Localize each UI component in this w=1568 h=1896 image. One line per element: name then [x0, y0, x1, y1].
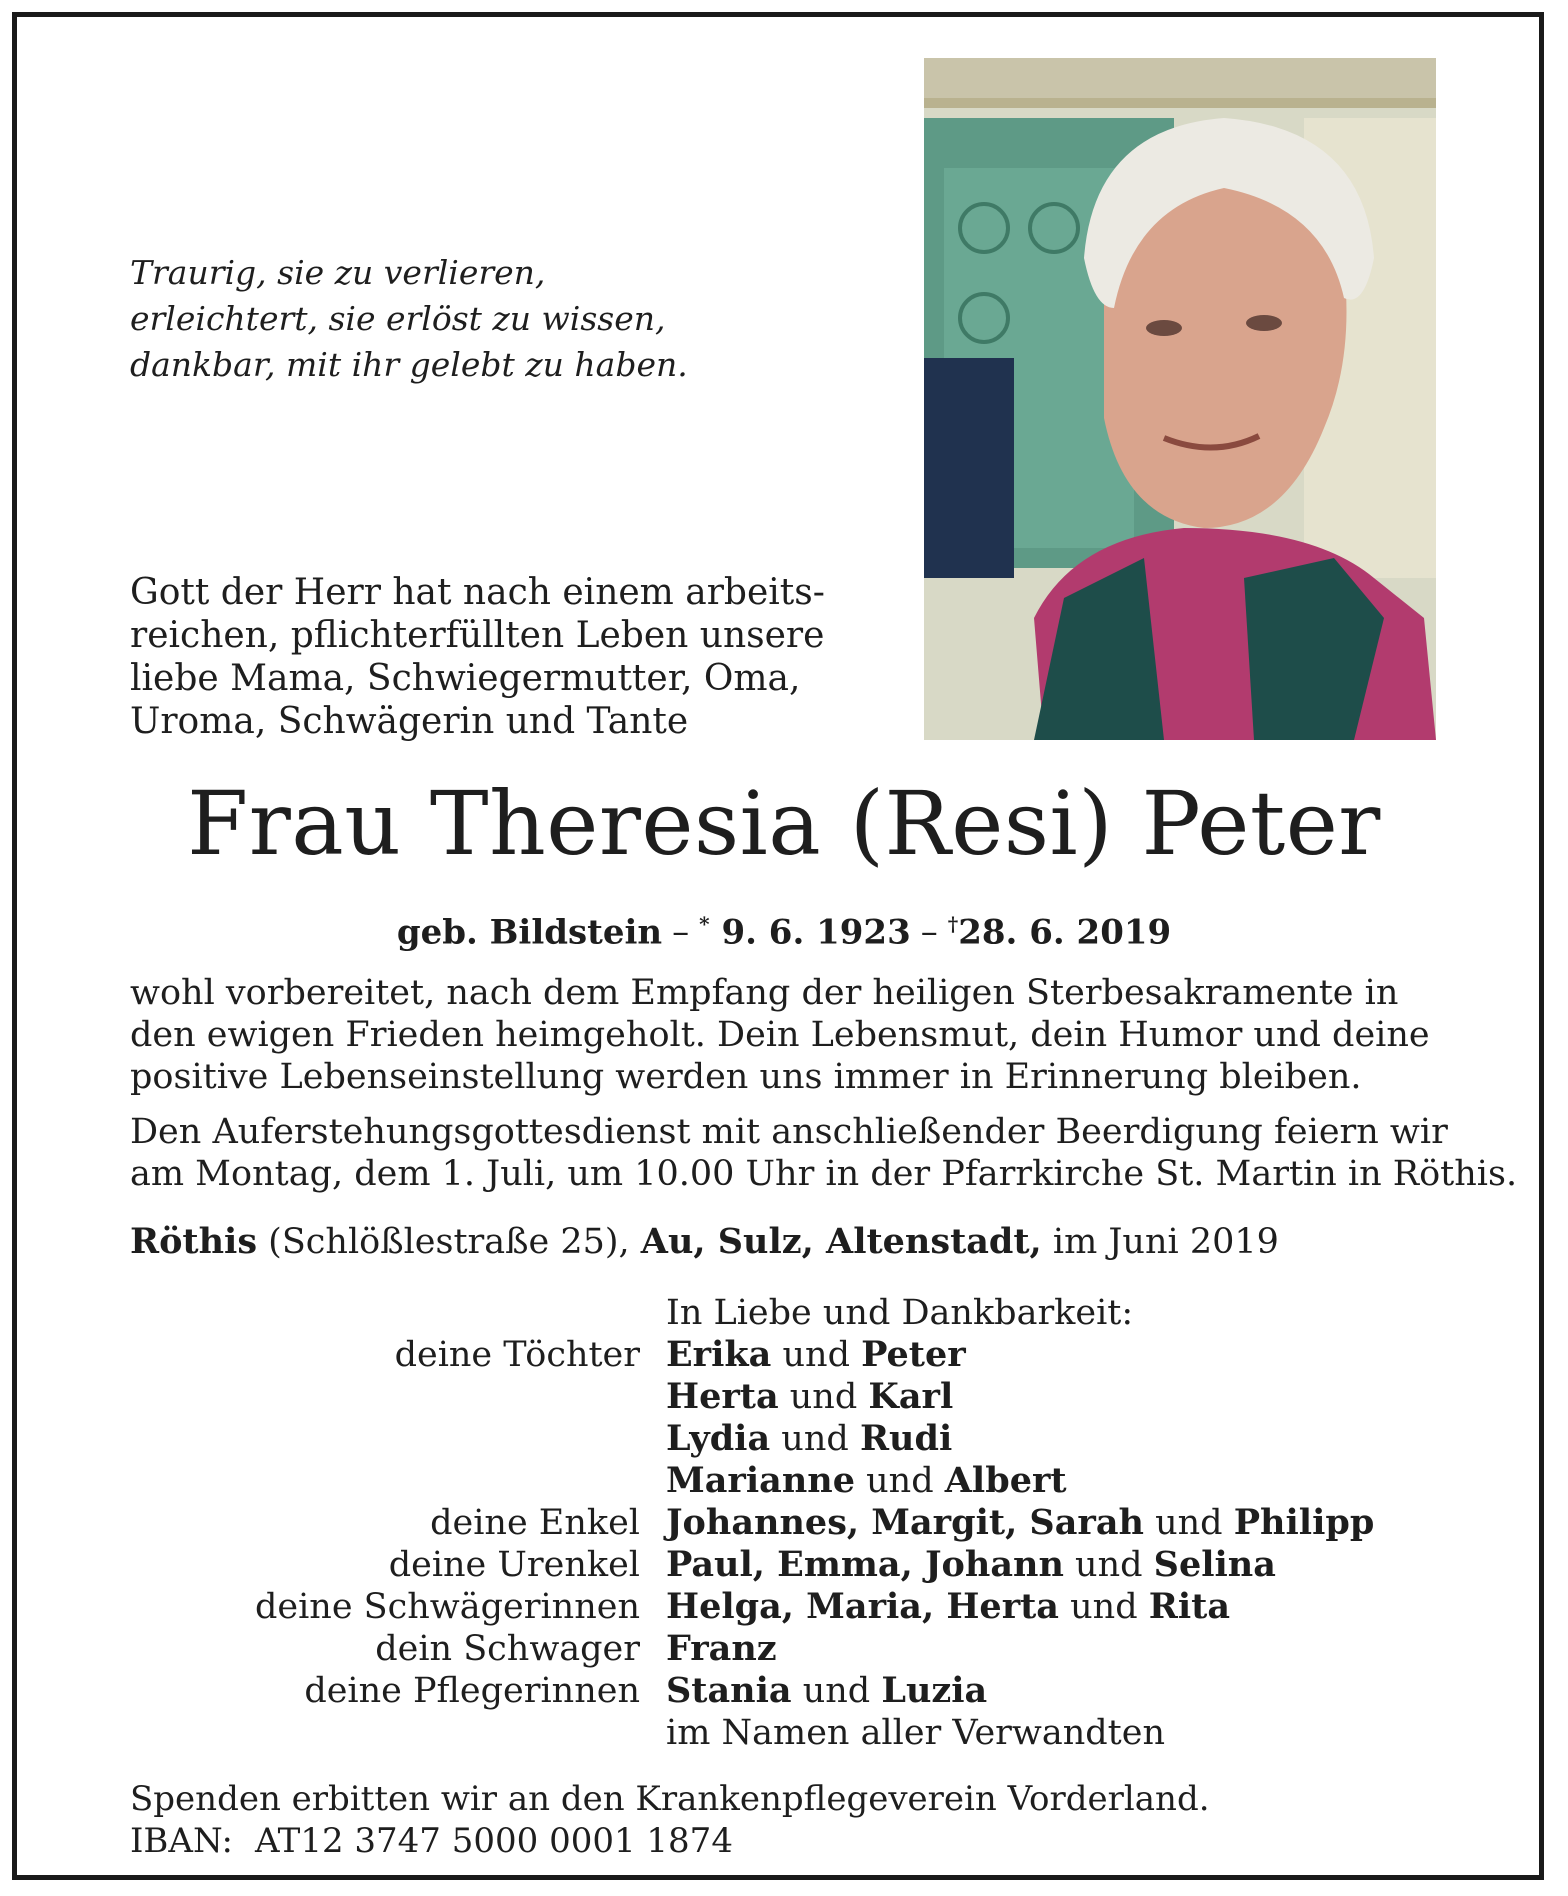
family-names: Rudi [859, 1418, 953, 1459]
funeral-paragraph [130, 1111, 1518, 1195]
birth-symbol: * [699, 912, 710, 936]
family-role: deine Enkel [430, 1503, 640, 1543]
family-names: Johannes, Margit, Sarah [666, 1502, 1144, 1543]
date-separator: – [672, 912, 690, 953]
intro-line: reichen, pflichterfüllten Leben unsere [130, 615, 825, 656]
death-date: 28. 6. 2019 [958, 912, 1172, 953]
family-heading-row [130, 1292, 1436, 1334]
conjunction: und [789, 1377, 858, 1417]
family-names: Peter [861, 1334, 966, 1375]
family-names: Herta [666, 1376, 779, 1417]
paragraph-line: am Montag, dem 1. Juli, um 10.00 Uhr in der Pfarrkirche St. Martin in Röthis. [130, 1154, 1518, 1194]
portrait-image [924, 58, 1436, 740]
conjunction: und [1155, 1503, 1223, 1543]
quote-line: Traurig, sie zu verlieren, [130, 253, 546, 292]
family-role [130, 1376, 666, 1418]
family-names: Selina [1153, 1544, 1276, 1585]
place-town: Röthis [130, 1221, 258, 1262]
family-row [130, 1418, 1436, 1460]
conjunction: und [781, 1419, 849, 1459]
family-names: Rita [1148, 1586, 1230, 1627]
family-names: Albert [944, 1460, 1067, 1501]
place-others: Au, Sulz, Altenstadt, [640, 1221, 1042, 1262]
family-row [130, 1460, 1436, 1502]
iban-number: AT12 3747 5000 0001 1874 [254, 1821, 733, 1861]
intro-text [130, 571, 825, 743]
family-names: Erika [666, 1334, 772, 1375]
family-names: Helga, Maria, Herta [666, 1586, 1059, 1627]
conjunction: und [1075, 1545, 1143, 1585]
conjunction: und [866, 1461, 934, 1501]
family-names: Stania [666, 1670, 792, 1711]
family-role: deine Urenkel [388, 1545, 640, 1585]
family-row [130, 1544, 1436, 1586]
life-dates [0, 898, 1568, 958]
paragraph-line: wohl vorbereitet, nach dem Empfang der heiligen Sterbesakramente in [130, 973, 1399, 1013]
birth-date: 9. 6. 1923 [721, 912, 911, 953]
family-row [130, 1670, 1436, 1712]
iban-label: IBAN: [130, 1821, 233, 1861]
family-names: Marianne [666, 1460, 855, 1501]
family-row [130, 1628, 1436, 1670]
donation-footer [130, 1778, 1210, 1862]
family-role: dein Schwager [375, 1629, 640, 1669]
place-address: (Schlößlestraße 25), [257, 1222, 641, 1262]
farewell-paragraph [130, 972, 1436, 1098]
conjunction: und [782, 1335, 850, 1375]
conjunction: und [802, 1671, 871, 1711]
family-names: Philipp [1233, 1502, 1375, 1543]
family-role: deine Töchter [394, 1335, 640, 1375]
family-role: deine Pflegerinnen [304, 1671, 640, 1711]
family-closing-row [130, 1712, 1436, 1754]
intro-line: Gott der Herr hat nach einem arbeits- [130, 572, 825, 613]
family-names: Franz [666, 1628, 777, 1669]
place-and-date [130, 1221, 1279, 1263]
family-role: deine Schwägerinnen [254, 1587, 640, 1627]
family-names: Luzia [881, 1670, 988, 1711]
family-row [130, 1586, 1436, 1628]
intro-line: liebe Mama, Schwiegermutter, Oma, [130, 658, 801, 699]
death-symbol: † [947, 912, 959, 936]
deceased-name: Frau Theresia (Resi) Peter [187, 772, 1381, 875]
place-date: im Juni 2019 [1041, 1222, 1279, 1262]
portrait-photo [924, 58, 1436, 740]
paragraph-line: positive Lebenseinstellung werden uns immer in Erinnerung bleiben. [130, 1057, 1362, 1097]
family-heading: In Liebe und Dankbarkeit: [666, 1293, 1134, 1333]
family-names: Paul, Emma, Johann [666, 1544, 1064, 1585]
birth-name: geb. Bildstein [396, 912, 663, 953]
family-role [130, 1418, 666, 1460]
family-row [130, 1334, 1436, 1376]
iban-line [130, 1820, 1210, 1862]
quote-line: dankbar, mit ihr gelebt zu haben. [130, 345, 688, 384]
family-role [130, 1460, 666, 1502]
donation-text: Spenden erbitten wir an den Krankenpflegeverein Vorderland. [130, 1779, 1210, 1819]
intro-line: Uroma, Schwägerin und Tante [130, 701, 689, 742]
conjunction: und [1070, 1587, 1138, 1627]
date-separator: – [920, 912, 938, 953]
memorial-quote [130, 250, 688, 388]
family-list [130, 1292, 1436, 1754]
quote-line: erleichtert, sie erlöst zu wissen, [130, 299, 666, 338]
family-names: Lydia [666, 1418, 771, 1459]
family-row [130, 1376, 1436, 1418]
family-names: Karl [868, 1376, 954, 1417]
paragraph-line: den ewigen Frieden heimgeholt. Dein Lebensmut, dein Humor und deine [130, 1015, 1430, 1055]
paragraph-line: Den Auferstehungsgottesdienst mit anschließender Beerdigung feiern wir [130, 1112, 1448, 1152]
family-closing: im Namen aller Verwandten [666, 1713, 1165, 1753]
family-row [130, 1502, 1436, 1544]
